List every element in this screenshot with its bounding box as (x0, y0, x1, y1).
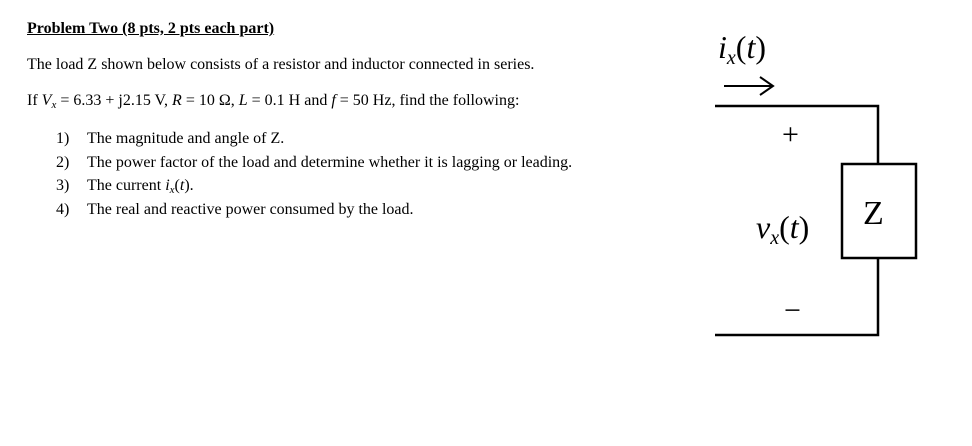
part-text: The power factor of the load and determine whether it is lagging or leading. (87, 153, 573, 171)
circuit-diagram (700, 20, 940, 350)
problem-heading: Problem Two (8 pts, 2 pts each part) (27, 20, 275, 37)
list-item (56, 151, 572, 175)
current-symbol: i (165, 177, 170, 194)
vx-symbol: V (41, 92, 52, 109)
r-value: = 10 Ω, (181, 92, 239, 109)
problem-intro: The load Z shown below consists of a resistor and inductor connected in series. (27, 56, 535, 73)
voltage-label: vx(t) (756, 209, 810, 249)
current-subscript: x (169, 184, 175, 196)
minus-sign: − (784, 294, 801, 327)
part-number: 3) (56, 177, 70, 194)
given-values (27, 92, 519, 110)
list-item (56, 198, 572, 222)
r-symbol: R (172, 92, 182, 109)
plus-sign: + (782, 118, 799, 151)
part-text: The real and reactive power consumed by the load. (87, 200, 414, 218)
l-value: = 0.1 H and (247, 92, 332, 109)
load-label: Z (863, 195, 884, 232)
given-prefix: If (27, 92, 42, 109)
time-arg: t (179, 177, 185, 194)
current-arrow-icon (724, 77, 773, 95)
parts-list (56, 127, 572, 221)
list-item (56, 127, 572, 151)
l-symbol: L (238, 92, 248, 109)
f-symbol: f (331, 92, 336, 109)
list-item: 3) The current $i_x(t)$. (56, 174, 572, 198)
part-number: 1) (56, 130, 70, 147)
vx-value: = 6.33 + j2.15 V, (56, 92, 173, 109)
part-number: 2) (56, 153, 70, 171)
part-text: The current (87, 177, 166, 194)
vx-subscript: x (51, 99, 57, 111)
f-value: = 50 Hz, find the following: (335, 92, 520, 109)
part-number: 4) (56, 200, 70, 218)
part-text: The magnitude and angle of Z. (87, 130, 285, 147)
current-label: ix(t) (718, 29, 766, 69)
